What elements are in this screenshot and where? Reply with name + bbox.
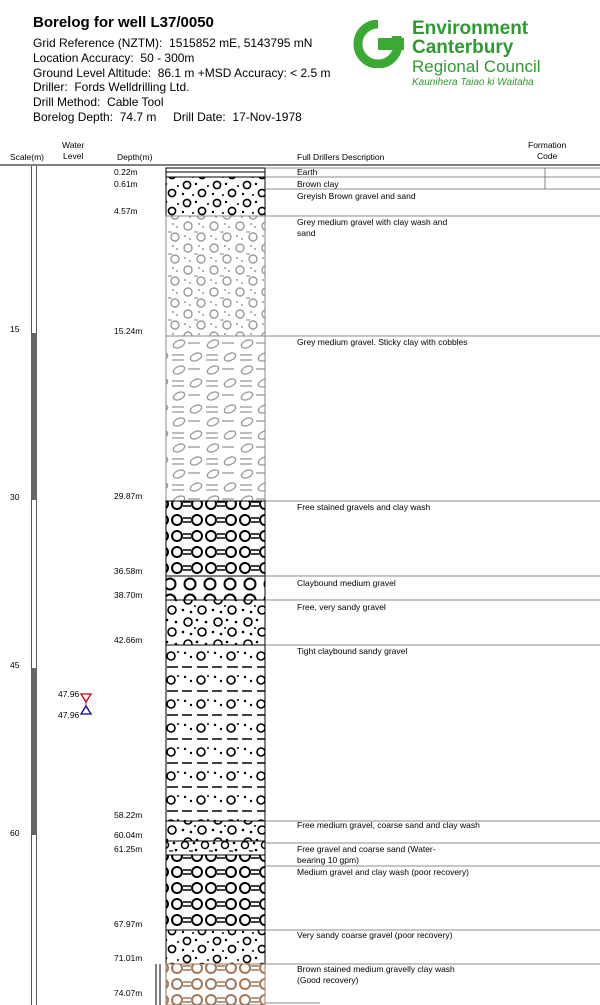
layer-block [166, 168, 265, 172]
depth-label: 0.61m [114, 179, 138, 189]
depth-label: 71.01m [114, 953, 143, 963]
page-title: Borelog for well L37/0050 [33, 14, 214, 31]
layer-block [166, 930, 265, 964]
depth-label: 60.04m [114, 830, 143, 840]
depth-label: 67.97m [114, 919, 143, 929]
layer-block [166, 576, 265, 600]
layer-description: Greyish Brown gravel and sand [297, 191, 416, 201]
depth-label: 0.22m [114, 167, 138, 177]
layer-block [166, 501, 265, 576]
description-column-header: Full Drillers Description [297, 152, 385, 162]
layer-block [166, 336, 265, 501]
depth-label: 15.24m [114, 326, 143, 336]
location-accuracy: Location Accuracy: 50 - 300m [33, 51, 195, 65]
layer-description: Brown clay [297, 179, 339, 189]
scale-label: 60 [10, 828, 20, 838]
formation-code-column-header: Formation Code [528, 140, 567, 161]
layer-description: Very sandy coarse gravel (poor recovery) [297, 930, 453, 940]
depth-column-header: Depth(m) [117, 152, 153, 162]
depth-label: 58.22m [114, 810, 143, 820]
scale-label: 30 [10, 492, 20, 502]
layer-block [166, 172, 265, 177]
layer-block [166, 855, 265, 930]
layer-block [166, 841, 265, 855]
depth-label: 29.87m [114, 491, 143, 501]
grid-reference: Grid Reference (NZTM): 1515852 mE, 5143795 mN [33, 36, 313, 50]
layer-description: Free, very sandy gravel [297, 602, 386, 612]
layer-description: Free stained gravels and clay wash [297, 502, 431, 512]
layer-block [166, 645, 265, 821]
depth-label: 4.57m [114, 206, 138, 216]
depth-label: 38.70m [114, 590, 143, 600]
depth-label: 36.58m [114, 566, 143, 576]
depth-label: 42.66m [114, 635, 143, 645]
layer-description: Medium gravel and clay wash (poor recovery) [297, 867, 469, 877]
logo-tagline: Kaunihera Taiao ki Waitaha [412, 77, 534, 88]
depth-label: 61.25m [114, 844, 143, 854]
drill-method: Drill Method: Cable Tool [33, 95, 164, 109]
layer-description: Brown stained medium gravelly clay wash (Good recovery) [297, 964, 455, 985]
water-level-label: 47.96 [58, 710, 80, 720]
layer-description: Tight claybound sandy gravel [297, 646, 408, 656]
logo-line2: Canterbury [412, 37, 514, 58]
layer-description: Free gravel and coarse sand (Water-bearing 10 gpm) [297, 844, 436, 865]
layer-block [166, 821, 265, 841]
layer-description: Grey medium gravel. Sticky clay with cobbles [297, 337, 468, 347]
scale-label: 15 [10, 324, 20, 334]
borelog-depth: Borelog Depth: 74.7 m Drill Date: 17-Nov-1978 [33, 110, 302, 124]
scale-label: 45 [10, 660, 20, 670]
scale-column-header: Scale(m) [10, 152, 45, 162]
layer-block [166, 177, 265, 216]
driller: Driller: Fords Welldrilling Ltd. [33, 80, 190, 94]
logo-line3: Regional Council [412, 57, 541, 76]
depth-label: 74.07m [114, 988, 143, 998]
water-level-label: 47.96 [58, 689, 80, 699]
layer-description: Claybound medium gravel [297, 578, 396, 588]
layer-description: Earth [297, 167, 318, 177]
ground-level: Ground Level Altitude: 86.1 m +MSD Accuracy: < 2.5 m [33, 66, 331, 80]
layer-block [166, 600, 265, 645]
logo-line1: Environment [412, 18, 529, 39]
layer-description: Free medium gravel, coarse sand and clay wash [297, 820, 480, 830]
layer-description: Grey medium gravel with clay wash and sand [297, 217, 448, 238]
layer-block [166, 216, 265, 336]
layer-block [166, 964, 265, 1005]
water-level-column-header: Water Level [62, 140, 85, 161]
